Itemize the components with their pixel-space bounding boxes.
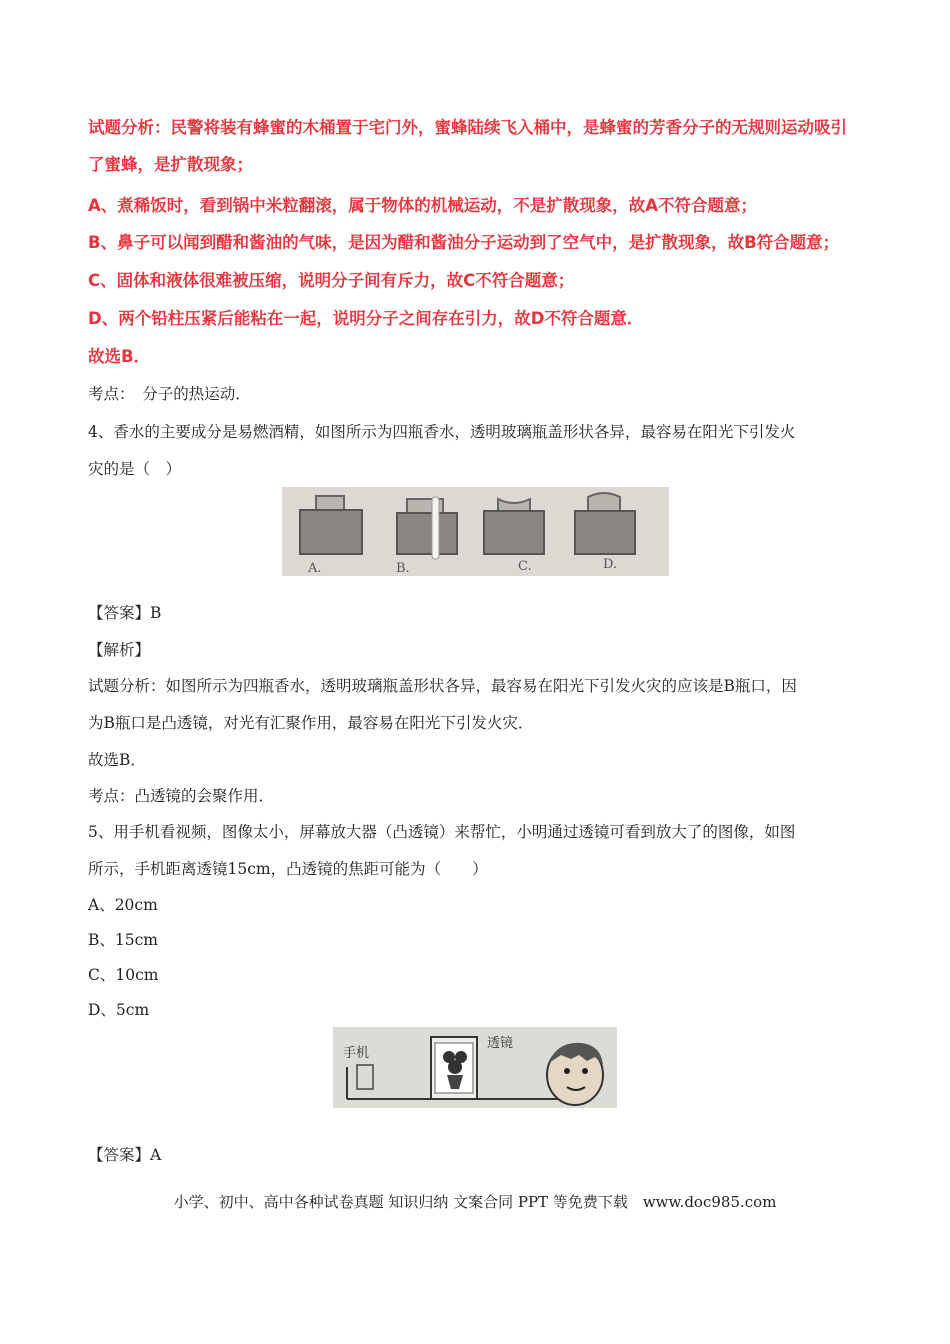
q4-stem-line-1: 4、香水的主要成分是易燃酒精，如图所示为四瓶香水，透明玻璃瓶盖形状各异，最容易在阳光下引发火 [88,423,796,441]
label-c: C. [518,559,532,574]
label-a: A. [308,561,322,576]
q4-answer: 【答案】B [88,604,162,622]
q5-option-c: C、10cm [88,966,159,984]
q5-stem-line-1: 5、用手机看视频，图像太小，屏幕放大器（凸透镜）来帮忙，小明通过透镜可看到放大了的图像，如图 [88,823,796,841]
q4-choose: 故选B． [88,751,146,769]
key-point-q3: 考点： 分子的热运动． [88,385,251,403]
boy-face-icon [547,1043,603,1105]
q4-analysis-line-2: 为B瓶口是凸透镜，对光有汇聚作用，最容易在阳光下引发火灾． [88,714,534,732]
analysis-line-2: 了蜜蜂，是扩散现象； [88,155,253,174]
option-b-analysis: B、鼻子可以闻到醋和酱油的气味，是因为醋和酱油分子运动到了空气中，是扩散现象，故B符合题意； [88,233,840,252]
lens-label: 透镜 [487,1036,514,1051]
q4-analysis-heading: 【解析】 [88,641,151,659]
phone-lens-figure [333,1027,617,1108]
q5-option-b: B、15cm [88,931,158,949]
option-c-analysis: C、固体和液体很难被压缩，说明分子间有斥力，故C不符合题意； [88,271,575,290]
q5-stem-line-2: 所示，手机距离透镜15cm，凸透镜的焦距可能为（ ） [88,860,488,878]
choose-b: 故选B． [88,347,151,366]
analysis-line-1: 试题分析：民警将装有蜂蜜的木桶置于宅门外，蜜蜂陆续飞入桶中，是蜂蜜的芳香分子的无规则运动吸引 [88,118,847,137]
q5-option-d: D、5cm [88,1001,150,1019]
phone-label: 手机 [343,1046,370,1061]
q5-answer: 【答案】A [88,1146,162,1164]
label-d: D. [603,557,618,572]
q5-option-a: A、20cm [88,896,158,914]
q4-key-point: 考点：凸透镜的会聚作用． [88,787,275,805]
label-b: B. [396,561,410,576]
option-d-analysis: D、两个铅柱压紧后能粘在一起，说明分子之间存在引力，故D不符合题意． [88,309,644,328]
page-footer: 小学、初中、高中各种试卷真题 知识归纳 文案合同 PPT 等免费下载 www.doc985.com [173,1193,777,1211]
perfume-bottles-figure [282,487,669,576]
q4-analysis-line-1: 试题分析：如图所示为四瓶香水，透明玻璃瓶盖形状各异，最容易在阳光下引发火灾的应该是B瓶口，因 [88,677,797,695]
option-a-analysis: A、煮稀饭时，看到锅中米粒翻滚，属于物体的机械运动，不是扩散现象，故A不符合题意； [88,196,758,215]
q4-stem-line-2: 灾的是（ ） [88,460,182,478]
